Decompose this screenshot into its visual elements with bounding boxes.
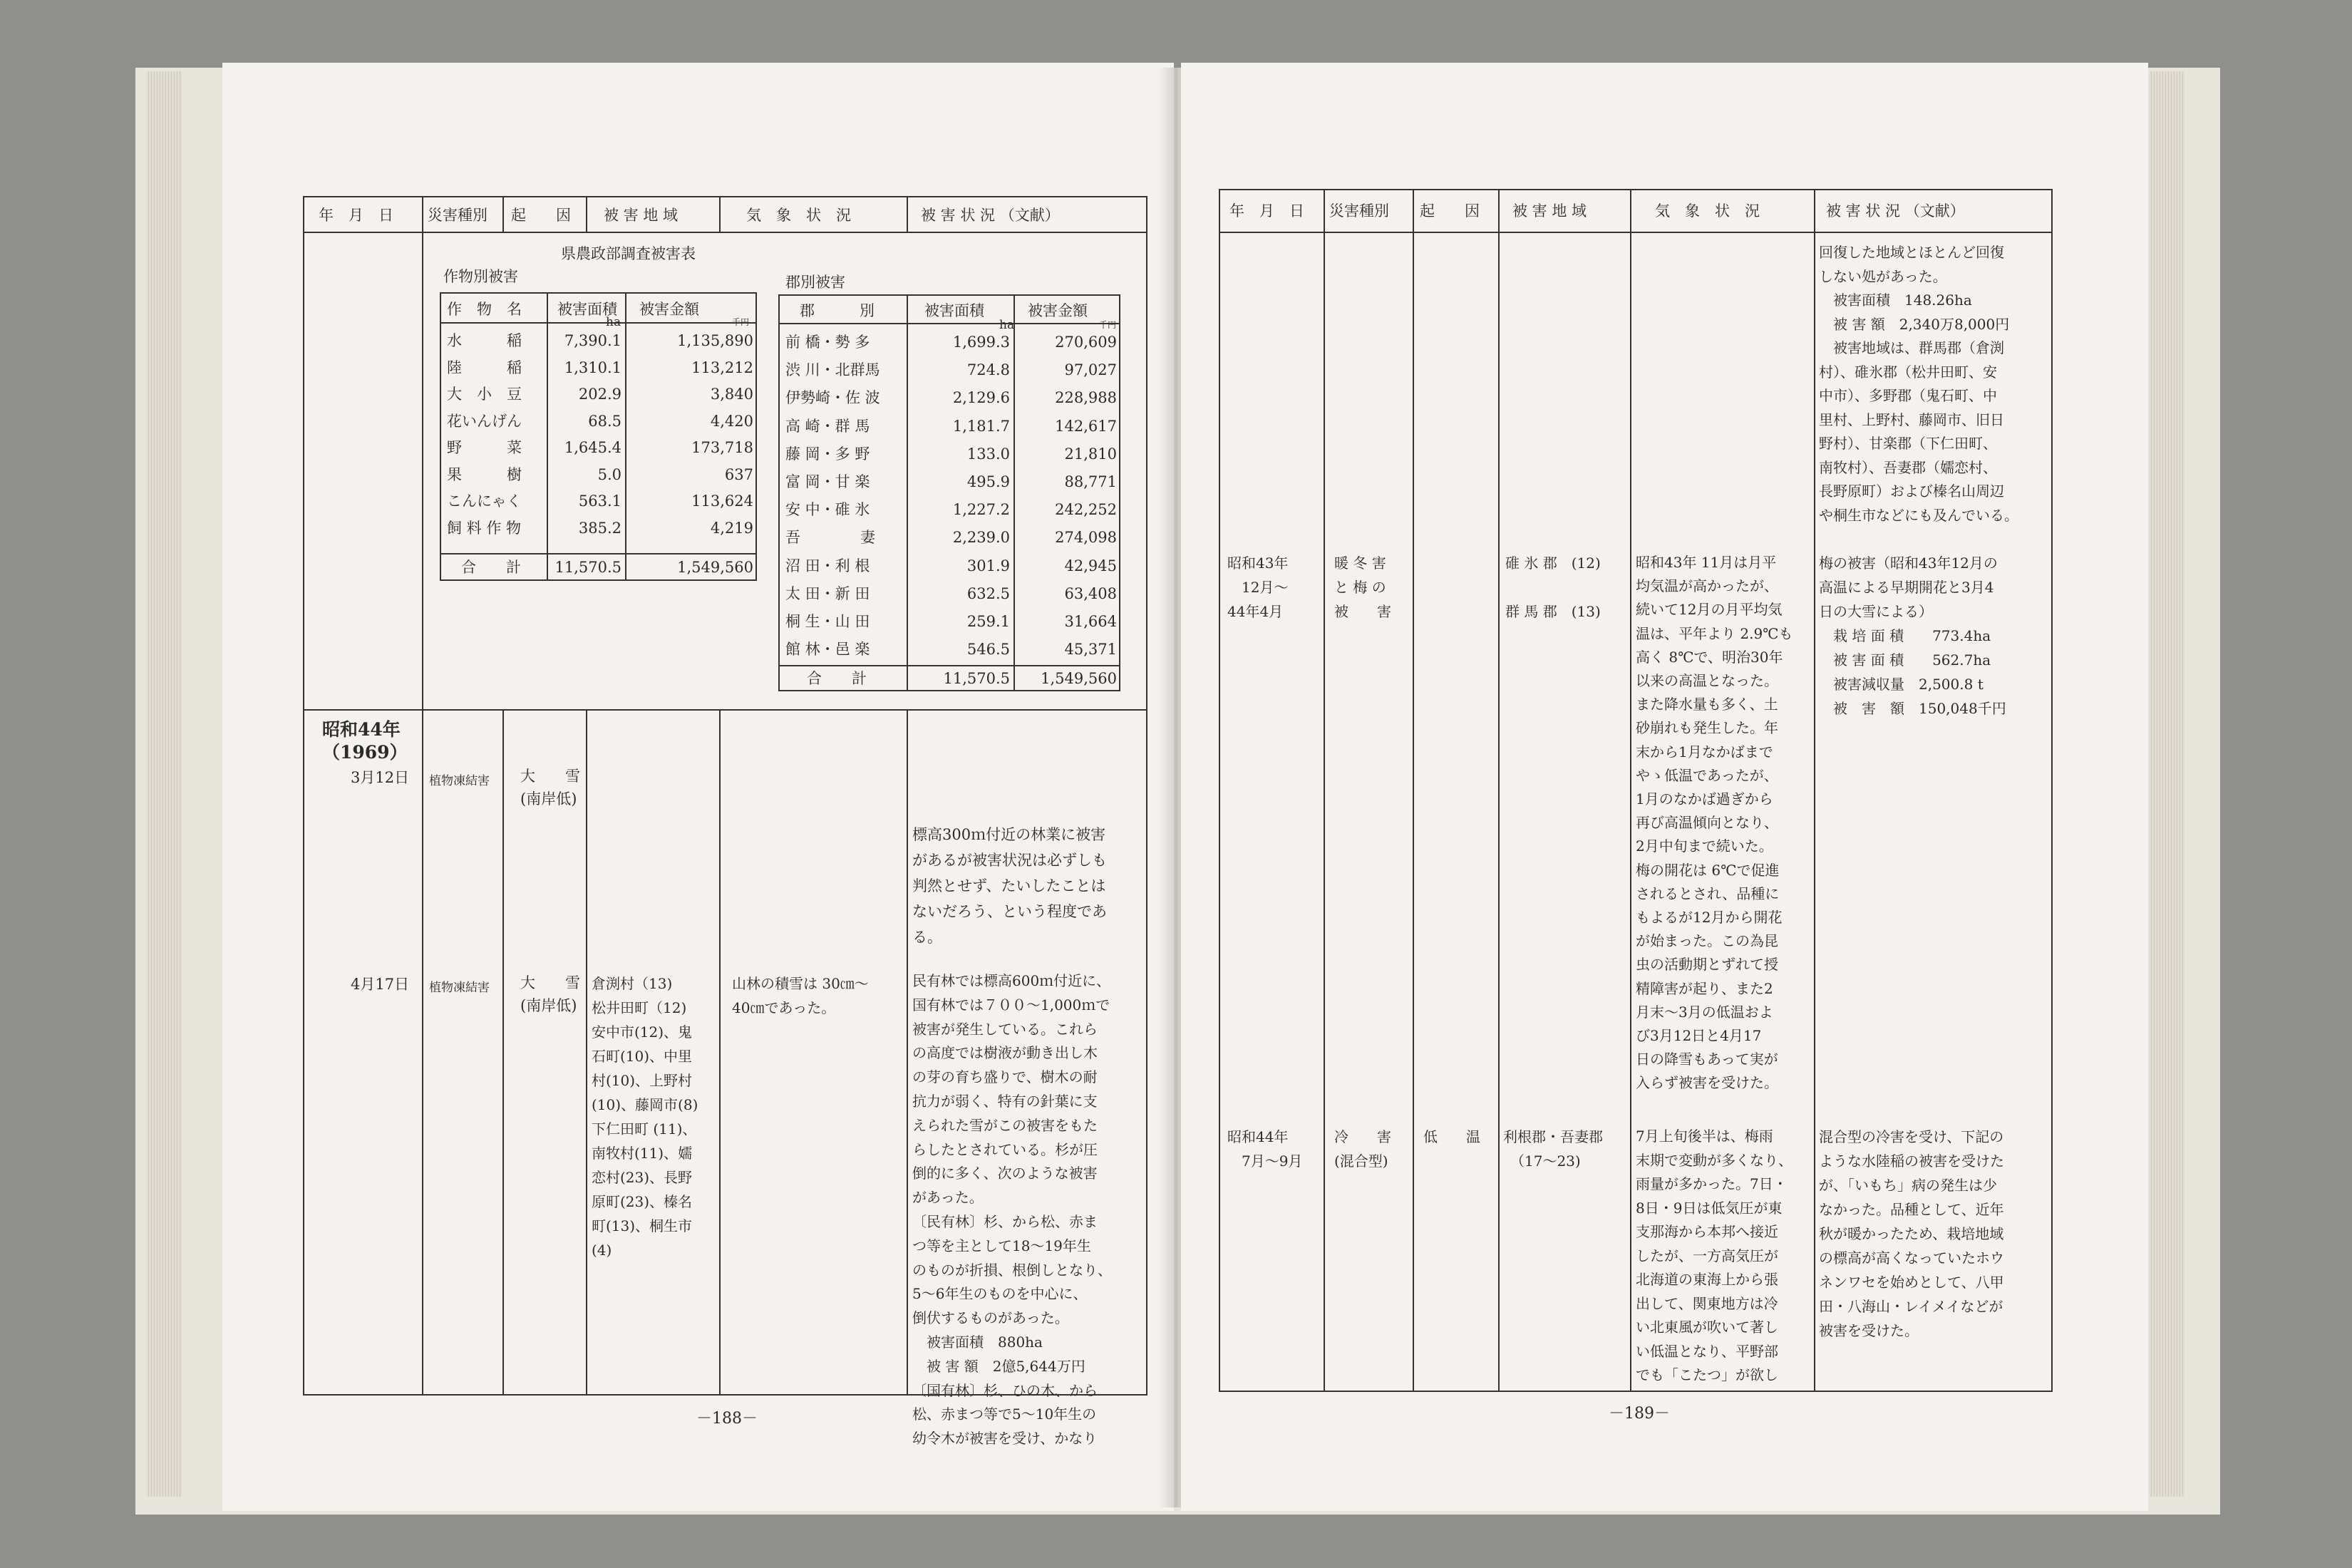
county-area: 1,181.7 [952,417,1010,435]
county-name: 安 中・碓 氷 [785,501,870,519]
county-name: 太 田・新 田 [785,584,870,602]
r-header-cause: 起 因 [1420,202,1480,220]
e2-cause: 大 雪 (南岸低) [520,974,580,1014]
county-header-name: 郡 別 [800,302,875,319]
county-area: 301.9 [966,557,1010,574]
crop-name: 果 樹 [447,465,522,483]
county-unit-area: ha [999,318,1015,332]
page-number-right: －189－ [1609,1405,1670,1423]
page-edges-left [146,71,182,1497]
crop-area: 5.0 [597,465,621,483]
e1-type: 植物凍結害 [429,774,490,788]
header-date: 年 月 日 [319,207,393,224]
county-name: 富 岡・甘 楽 [785,473,870,490]
e2-type: 植物凍結害 [429,981,490,995]
county-total-label: 合 計 [807,670,867,687]
crop-header-name: 作 物 名 [447,301,522,318]
e2-damage: 民有林では標高600ｍ付近に、 国有林では７００～1,000ｍで 被害が発生している。これら の高度では樹液が動き出し木 の芽の育ち盛りで、樹木の耐 抗力が弱く、特有の針葉に支 えられた雪がこの被害をもた らしたとされている。杉が圧 倒的に多く、次のような被害 があった。 〔民有林〕杉、から松、赤ま つ等を主として18～19年生 のものが折損、根倒しとなり、 5～6年生のものを中心に、 倒伏するものがあった。 被害面積 880ha 被 害 額 2億5,644万円 〔国有林〕杉、ひの木、から 松、赤まつ等で5～10年生の 幼令木が被害を受け、かなり [912,972,1112,1448]
county-name: 沼 田・利 根 [785,557,870,574]
e1-cause: 大 雪 (南岸低) [520,768,580,808]
header-type: 災害種別 [428,207,488,224]
crop-total-area: 11,570.5 [555,559,621,576]
county-area: 1,227.2 [952,501,1010,519]
county-name: 伊勢崎・佐 波 [785,389,880,407]
county-name: 桐 生・山 田 [785,613,870,630]
crop-total-label: 合 計 [461,559,521,576]
crop-amount: 4,420 [710,412,753,430]
page-edges-right [2149,71,2185,1497]
county-amount: 97,027 [1064,361,1117,379]
crop-area: 1,310.1 [564,359,621,376]
county-table-title: 郡別被害 [785,274,845,291]
e4-damage: 混合型の冷害を受け、下記の ような水陸稲の被害を受けた が、「いもち」病の発生は少 なかった。品種として、近年 秋が暖かったため、栽培地域 の標高が高くなっていたホウ ネンワセを始めとして、八甲 田・八海山・レイメイなどが 被害を受けた。 [1819,1128,2004,1339]
e1-date: 3月12日 [351,769,410,786]
county-unit-amount: 千円 [1099,320,1117,330]
county-total-amount: 1,549,560 [1041,670,1117,687]
year-label: 昭和44年 [322,719,401,740]
crop-table-title: 作物別被害 [443,268,518,285]
e4-area: 利根郡・吾妻郡 （17～23) [1503,1128,1603,1170]
crop-name: 水 稲 [447,332,522,349]
year-western: （1969） [322,742,408,763]
e2-area: 倉渕村（13) 松井田町（12) 安中市(12)、鬼 石町(10)、中里 村(10)、上野村 (10)、藤岡市(8) 下仁田町 (11)、 南牧村(11)、嬬 恋村(23)、長野 原町(23)、榛名 町(13)、桐生市 (4) [592,975,698,1259]
right-page [1181,63,2148,1511]
table-title: 県農政部調査被害表 [561,245,696,262]
county-area: 632.5 [966,584,1010,602]
header-damage: 被 害 状 況 （文献） [921,207,1060,224]
e3-date: 昭和43年 12月～ 44年4月 [1227,555,1289,620]
e3-type: 暖 冬 害 と 梅 の 被 害 [1334,555,1391,620]
county-area: 724.8 [966,361,1010,379]
county-name: 館 林・邑 楽 [785,641,870,659]
e4-type: 冷 害 (混合型) [1334,1128,1391,1170]
county-name: 藤 岡・多 野 [785,445,870,463]
county-area: 2,239.0 [952,529,1010,547]
page-number-left: －188－ [696,1410,758,1428]
county-area: 1,699.3 [952,334,1010,351]
county-amount: 142,617 [1055,417,1117,435]
county-amount: 31,664 [1064,613,1117,630]
cont-damage: 回復した地域とほとんど回復 しない処があった。 被害面積 148.26ha 被 害 額 2,340万8,000円 被害地域は、群馬郡（倉渕 村）、碓氷郡（松井田町、安 中市）、多野郡（鬼石町、中 里村、上野村、藤岡市、旧日 野村）、甘楽郡（下仁田町、 南牧村）、吾妻郡（嬬恋村、 長野原町）および榛名山周辺 や桐生市などにも及んでいる。 [1819,244,2018,524]
county-name: 吾 妻 [785,529,875,547]
county-amount: 45,371 [1064,641,1117,659]
crop-amount: 637 [724,465,753,483]
crop-area: 68.5 [588,412,621,430]
crop-amount: 113,624 [691,492,753,510]
crop-header-amount: 被害金額 [639,301,699,318]
crop-unit-area: ha [606,315,621,329]
header-cause: 起 因 [511,207,571,224]
e2-date: 4月17日 [351,976,410,993]
e4-date: 昭和44年 7月～9月 [1227,1128,1303,1170]
crop-total-amount: 1,549,560 [677,559,753,576]
e3-area: 碓 氷 郡 (12) 群 馬 郡 (13) [1505,555,1601,620]
crop-name: 花いんげん [447,412,522,430]
left-page [222,63,1174,1511]
crop-amount: 113,212 [691,359,753,376]
county-area: 133.0 [966,445,1010,463]
e2-weather: 山林の積雪は 30㎝～ 40㎝であった。 [732,975,869,1016]
crop-amount: 4,219 [710,519,753,537]
header-weather: 気 象 状 況 [746,207,851,224]
crop-amount: 1,135,890 [677,332,753,349]
county-header-area: 被害面積 [924,302,984,319]
r-header-type: 災害種別 [1329,202,1389,220]
crop-name: 飼 料 作 物 [447,519,522,537]
e3-damage: 梅の被害（昭和43年12月の 高温による早期開花と3月4 日の大雪による） 栽 培 面 積 773.4ha 被 害 面 積 562.7ha 被害減収量 2,500.8 t 被 害 額 150,048千円 [1819,555,2006,717]
e3-weather: 昭和43年 11月は月平 均気温が高かったが、 続いて12月の月平均気 温は、平年より 2.9℃も 高く 8℃で、明治30年 以来の高温となった。 また降水量も多く、土 砂崩れも発生した。年 末から1月なかばまで やゝ低温であったが、 1月のなかば過ぎから 再び高温傾向となり、 2月中旬まで続いた。 梅の開花は 6℃で促進 されるとされ、品種に もよるが12月から開花 が始まった。この為昆 虫の活動期とずれて授 精障害が起り、また2 月末～3月の低温およ び3月12日と4月17 日の降雪もあって実が 入らず被害を受けた。 [1636,554,1793,1092]
county-name: 前 橋・勢 多 [785,334,870,351]
crop-area: 563.1 [578,492,621,510]
crop-unit-amount: 千円 [732,317,750,327]
crop-name: 陸 稲 [447,359,522,376]
county-amount: 228,988 [1055,389,1117,407]
county-header-amount: 被害金額 [1028,302,1088,319]
r-header-area: 被 害 地 域 [1512,202,1587,220]
header-area: 被 害 地 域 [604,207,679,224]
county-area: 259.1 [966,613,1010,630]
county-amount: 242,252 [1055,501,1117,519]
e4-cause: 低 温 [1423,1128,1480,1145]
county-name: 高 崎・群 馬 [785,417,870,435]
crop-area: 202.9 [578,386,621,403]
county-amount: 270,609 [1055,334,1117,351]
crop-amount: 173,718 [691,439,753,456]
r-header-date: 年 月 日 [1229,202,1304,220]
crop-area: 1,645.4 [564,439,621,456]
r-header-weather: 気 象 状 況 [1655,202,1760,220]
crop-amount: 3,840 [710,386,753,403]
county-name: 渋 川・北群馬 [785,361,880,379]
crop-area: 7,390.1 [564,332,621,349]
crop-header-area: 被害面積 [557,301,617,318]
county-amount: 21,810 [1064,445,1117,463]
county-total-area: 11,570.5 [943,670,1010,687]
county-amount: 63,408 [1064,584,1117,602]
county-area: 546.5 [966,641,1010,659]
r-header-damage: 被 害 状 況 （文献） [1826,202,1965,220]
crop-name: こんにゃく [447,492,522,510]
crop-name: 大 小 豆 [447,386,522,403]
county-amount: 42,945 [1064,557,1117,574]
e4-weather: 7月上旬後半は、梅雨 末期で変動が多くなり、 雨量が多かった。7日・ 8日・9日は低気圧が東 支那海から本邦へ接近 したが、一方高気圧が 北海道の東海上から張 出して、関東地方は冷 い北東風が吹いて著し い低温となり、平野部 でも「こたつ」が欲し [1636,1128,1793,1383]
e1-damage: 標高300ｍ付近の林業に被害 があるが被害状況は必ずしも 判然とせず、たいしたことは ないだろう、という程度であ る。 [912,826,1107,946]
crop-name: 野 菜 [447,439,522,456]
county-area: 495.9 [966,473,1010,490]
county-amount: 88,771 [1064,473,1117,490]
county-amount: 274,098 [1055,529,1117,547]
crop-area: 385.2 [578,519,621,537]
county-area: 2,129.6 [952,389,1010,407]
